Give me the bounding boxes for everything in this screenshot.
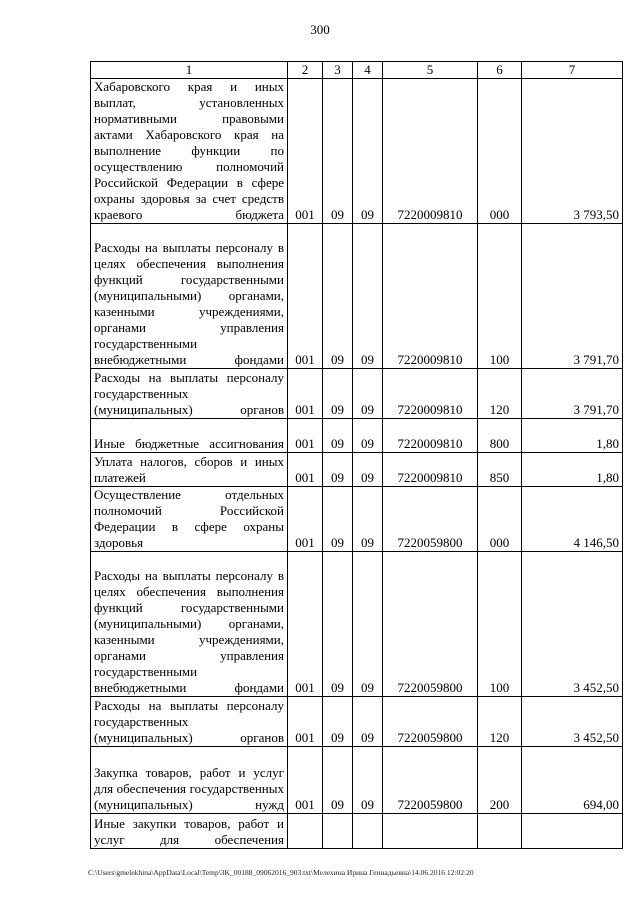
cell-rz: 09 [323, 552, 353, 697]
cell-min: 001 [288, 453, 323, 487]
cell-csr: 7220059800 [383, 552, 478, 697]
column-header: 3 [323, 62, 353, 79]
cell-rz: 09 [323, 79, 353, 224]
table-header-row [91, 62, 623, 79]
table-row [91, 453, 623, 487]
column-header: 5 [383, 62, 478, 79]
cell-sum: 3 452,50 [522, 552, 623, 697]
cell-sum: 3 452,50 [522, 697, 623, 747]
cell-sum: 4 146,50 [522, 487, 623, 552]
cell-sum: 694,00 [522, 747, 623, 814]
row-name: Расходы на выплаты персоналу государственных (муниципальных) органов [91, 369, 288, 419]
cell-pr: 09 [353, 552, 383, 697]
cell-csr [383, 814, 478, 849]
cell-vr: 120 [478, 697, 522, 747]
table-row [91, 224, 623, 369]
cell-pr: 09 [353, 487, 383, 552]
cell-rz: 09 [323, 369, 353, 419]
cell-pr: 09 [353, 224, 383, 369]
cell-vr: 850 [478, 453, 522, 487]
budget-table [90, 61, 623, 849]
cell-csr: 7220009810 [383, 79, 478, 224]
cell-min: 001 [288, 487, 323, 552]
row-name: Расходы на выплаты персоналу в целях обеспечения выполнения функций государственными (муниципальными) органами, казенными учреждениями, органами управления государственными внебюджетными фондами [91, 224, 288, 369]
table-row [91, 79, 623, 224]
row-name: Осуществление отдельных полномочий Российской Федерации в сфере охраны здоровья [91, 487, 288, 552]
table-row [91, 487, 623, 552]
cell-vr: 000 [478, 487, 522, 552]
cell-rz: 09 [323, 487, 353, 552]
cell-pr: 09 [353, 747, 383, 814]
cell-csr: 7220059800 [383, 697, 478, 747]
cell-min: 001 [288, 697, 323, 747]
table-row [91, 747, 623, 814]
table-row [91, 697, 623, 747]
table-row [91, 814, 623, 849]
table-row [91, 552, 623, 697]
cell-sum: 3 793,50 [522, 79, 623, 224]
cell-min: 001 [288, 369, 323, 419]
cell-rz: 09 [323, 747, 353, 814]
row-name: Уплата налогов, сборов и иных платежей [91, 453, 288, 487]
cell-csr: 7220009810 [383, 224, 478, 369]
cell-vr: 120 [478, 369, 522, 419]
row-name: Закупка товаров, работ и услуг для обеспечения государственных (муниципальных) нужд [91, 747, 288, 814]
cell-sum: 1,80 [522, 419, 623, 453]
cell-vr: 200 [478, 747, 522, 814]
cell-vr [478, 814, 522, 849]
cell-sum: 3 791,70 [522, 224, 623, 369]
page-number: 300 [310, 22, 330, 37]
cell-rz [323, 814, 353, 849]
cell-pr: 09 [353, 453, 383, 487]
cell-vr: 800 [478, 419, 522, 453]
cell-sum: 1,80 [522, 453, 623, 487]
cell-sum: 3 791,70 [522, 369, 623, 419]
cell-csr: 7220009810 [383, 369, 478, 419]
row-name: Иные закупки товаров, работ и услуг для обеспечения [91, 814, 288, 849]
cell-pr: 09 [353, 79, 383, 224]
row-name: Расходы на выплаты персоналу государственных (муниципальных) органов [91, 697, 288, 747]
cell-min: 001 [288, 224, 323, 369]
row-name: Расходы на выплаты персоналу в целях обеспечения выполнения функций государственными (муниципальными) органами, казенными учреждениями, органами управления государственными внебюджетными фондами [91, 552, 288, 697]
column-header: 1 [91, 62, 288, 79]
cell-pr: 09 [353, 419, 383, 453]
table-row [91, 369, 623, 419]
cell-pr [353, 814, 383, 849]
cell-min: 001 [288, 419, 323, 453]
cell-min: 001 [288, 79, 323, 224]
cell-rz: 09 [323, 453, 353, 487]
cell-min [288, 814, 323, 849]
column-header: 2 [288, 62, 323, 79]
column-header: 4 [353, 62, 383, 79]
column-header: 7 [522, 62, 623, 79]
cell-pr: 09 [353, 369, 383, 419]
cell-sum [522, 814, 623, 849]
cell-vr: 000 [478, 79, 522, 224]
cell-vr: 100 [478, 224, 522, 369]
footer-file-path: C:\Users\gmelekhina\AppData\Local\Temp\3K_00188_09062016_903.txt\Мелехина Ирина Геннадьевна\14.06.2016 12:02:20 [88, 868, 474, 877]
cell-rz: 09 [323, 419, 353, 453]
cell-csr: 7220009810 [383, 453, 478, 487]
cell-rz: 09 [323, 697, 353, 747]
cell-pr: 09 [353, 697, 383, 747]
row-name: Иные бюджетные ассигнования [91, 419, 288, 453]
table-row [91, 419, 623, 453]
cell-csr: 7220059800 [383, 487, 478, 552]
row-name: Хабаровского края и иных выплат, установленных нормативными правовыми актами Хабаровского края на выполнение функции по осуществлению полномочий Российской Федерации в сфере охраны здоровья за счет средств краевого бюджета [91, 79, 288, 224]
cell-csr: 7220059800 [383, 747, 478, 814]
cell-min: 001 [288, 552, 323, 697]
cell-min: 001 [288, 747, 323, 814]
cell-rz: 09 [323, 224, 353, 369]
column-header: 6 [478, 62, 522, 79]
cell-csr: 7220009810 [383, 419, 478, 453]
cell-vr: 100 [478, 552, 522, 697]
